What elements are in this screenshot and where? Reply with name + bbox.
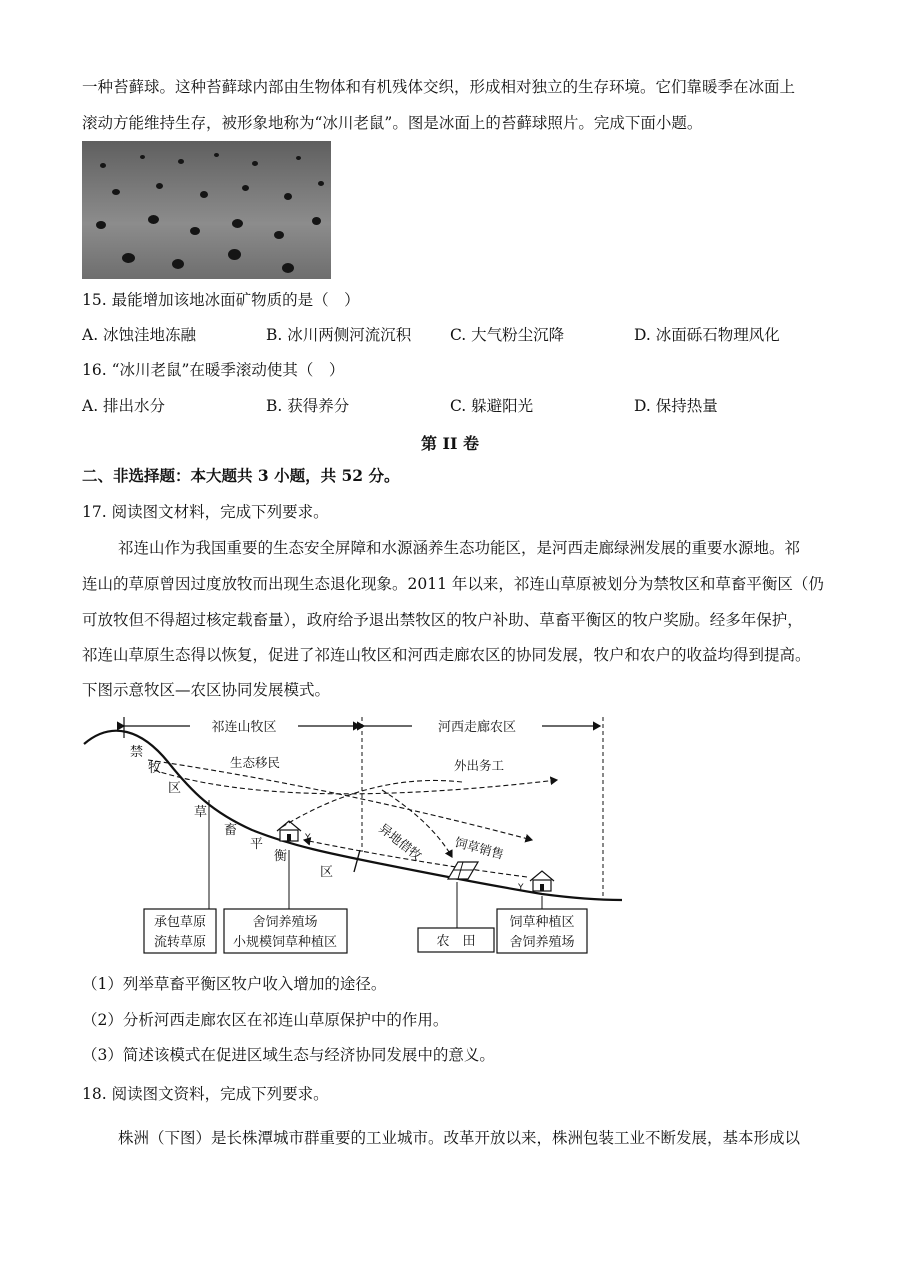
svg-text:农 田: 农 田: [436, 934, 476, 949]
box-feeding-farm: [224, 909, 347, 953]
q15-option-c: C. 大气粉尘沉降: [450, 326, 565, 344]
q16-option-d: D. 保持热量: [634, 397, 718, 415]
svg-text:饲草种植区: 饲草种植区: [509, 915, 575, 930]
question-16-stem: 16. “冰川老鼠”在暖季滚动使其（ ）: [82, 361, 345, 379]
svg-text:小规模饲草种植区: 小规模饲草种植区: [232, 935, 338, 950]
zone-tick: [354, 850, 360, 872]
slope-profile: [84, 731, 622, 900]
slope-label-balance: 衡: [274, 849, 288, 864]
question-17-stem: 17. 阅读图文材料，完成下列要求。: [82, 503, 329, 521]
q15-option-b: B. 冰川两侧河流沉积: [266, 326, 412, 344]
region-label-hexi: 河西走廊农区: [437, 720, 517, 735]
moss-ball-photo: [82, 141, 331, 279]
intro-line-2: 滚动方能维持生存，被形象地称为“冰川老鼠”。图是冰面上的苔藓球照片。完成下面小题。: [82, 114, 703, 132]
slope-label-balance: 区: [320, 865, 334, 880]
farmhouse-icon: [530, 871, 554, 891]
q16-option-b: B. 获得养分: [266, 397, 350, 415]
region-bracket-hexi: [364, 719, 600, 735]
grass-icon: Y: [518, 883, 524, 893]
box-contract-grassland: [144, 909, 216, 953]
q16-option-c: C. 躲避阳光: [450, 397, 534, 415]
slope-label-ban: 牧: [148, 761, 162, 776]
q17-subquestion-2: （2）分析河西走廊农区在祁连山草原保护中的作用。: [82, 1011, 449, 1029]
box-forage-area: [497, 909, 587, 953]
slope-label-ban: 区: [168, 781, 182, 796]
flow-arrow: [154, 770, 557, 794]
q17-para-line: 祁连山作为我国重要的生态安全屏障和水源涵养生态功能区，是河西走廊绿洲发展的重要水源地。祁: [118, 539, 801, 557]
q17-para-line: 下图示意牧区—农区协同发展模式。: [82, 681, 331, 699]
q15-option-d: D. 冰面砾石物理风化: [634, 326, 780, 344]
q15-option-a: A. 冰蚀洼地冻融: [82, 326, 197, 344]
svg-text:承包草原: 承包草原: [153, 915, 207, 930]
svg-text:舍饲养殖场: 舍饲养殖场: [252, 915, 318, 930]
section-subtitle: 二、非选择题：本大题共 3 小题，共 52 分。: [82, 466, 400, 485]
q16-option-a: A. 排出水分: [82, 397, 166, 415]
question-15-stem: 15. 最能增加该地冰面矿物质的是（ ）: [82, 291, 360, 309]
slope-label-balance: 畜: [224, 823, 238, 838]
q17-subquestion-1: （1）列举草畜平衡区牧户收入增加的途径。: [82, 975, 387, 993]
region-bracket-qilian: [124, 717, 360, 738]
flow-label-work: 外出务工: [454, 758, 505, 773]
flow-label-grazing: 异地借牧: [376, 820, 425, 864]
question-18-stem: 18. 阅读图文资料，完成下列要求。: [82, 1085, 329, 1103]
slope-label-ban: 禁: [130, 745, 144, 760]
q17-para-line: 祁连山草原生态得以恢复，促进了祁连山牧区和河西走廊农区的协同发展，牧户和农户的收益均得到提高。: [82, 646, 811, 664]
q17-subquestion-3: （3）简述该模式在促进区域生态与经济协同发展中的意义。: [82, 1046, 495, 1064]
q17-para-line: 连山的草原曾因过度放牧而出现生态退化现象。2011 年以来，祁连山草原被划分为禁牧区和草畜平衡区（仍: [82, 575, 824, 593]
grass-icon: Y: [305, 833, 311, 843]
flow-label-sales: 饲草销售: [453, 834, 506, 862]
slope-label-balance: 草: [194, 805, 208, 820]
intro-line-1: 一种苔藓球。这种苔藓球内部由生物体和有机残体交织，形成相对独立的生存环境。它们靠暖季在冰面上: [82, 78, 796, 96]
farmhouse-icon: [277, 821, 301, 841]
region-label-qilian: 祁连山牧区: [211, 720, 277, 735]
svg-text:流转草原: 流转草原: [153, 935, 207, 950]
slope-label-balance: 平: [250, 837, 264, 852]
q17-para-line: 可放牧但不得超过核定载畜量），政府给予退出禁牧区的牧户补助、草畜平衡区的牧户奖励。经多年保护，: [82, 611, 803, 629]
q18-para-line: 株洲（下图）是长株潭城市群重要的工业城市。改革开放以来，株洲包装工业不断发展，基本形成以: [118, 1129, 801, 1147]
pastoral-agricultural-diagram: [82, 712, 622, 970]
farmland-icon: [448, 862, 478, 879]
box-farmland: [418, 928, 494, 952]
flow-label-migration: 生态移民: [230, 755, 281, 770]
svg-text:舍饲养殖场: 舍饲养殖场: [509, 935, 575, 950]
section-title: 第 II 卷: [420, 434, 480, 453]
